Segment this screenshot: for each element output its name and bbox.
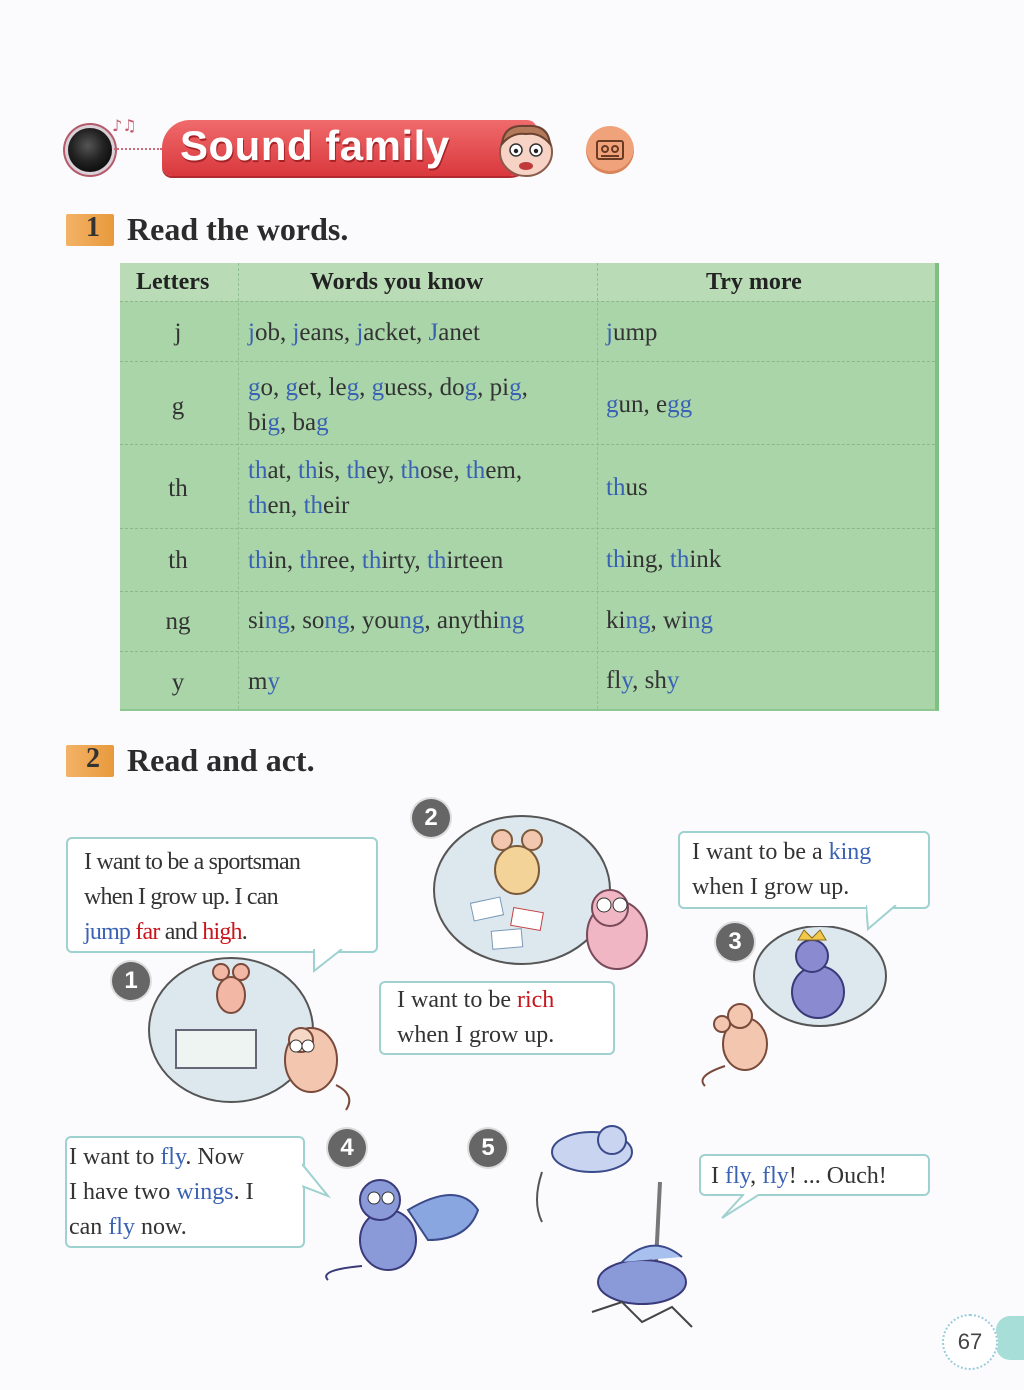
panel-1-number: 1 <box>112 962 150 1000</box>
music-note-icon: ♪♫ <box>112 116 137 135</box>
mouse-king-illustration <box>690 926 890 1090</box>
try-more-cell: thing, think <box>606 546 722 573</box>
bubble-1-line-2: when I grow up. I can <box>84 884 278 910</box>
speech-bubble-3 <box>678 831 930 909</box>
mouse-falling-illustration <box>512 1112 732 1340</box>
mouse-rich-illustration <box>432 810 672 980</box>
row-divider <box>120 591 935 592</box>
speech-bubble-4 <box>65 1136 305 1248</box>
letter-cell: ng <box>165 608 191 635</box>
bubble-2-line-2: when I grow up. <box>397 1022 555 1048</box>
panel-4-number: 4 <box>328 1129 366 1167</box>
try-more-cell: gun, egg <box>606 391 693 418</box>
table-header <box>120 263 935 301</box>
bubble-4-line-2: I have two wings. I <box>69 1179 254 1205</box>
sound-table <box>120 263 939 711</box>
words-known-cell: go, get, leg, guess, dog, pig, big, bag <box>248 374 528 436</box>
try-more-cell: king, wing <box>606 607 713 634</box>
header-letters: Letters <box>136 269 210 295</box>
header-try-more: Try more <box>706 269 802 295</box>
bubble-2-line-1: I want to be rich <box>397 987 555 1013</box>
panel-3-number: 3 <box>716 923 754 961</box>
try-more-cell: jump <box>606 319 658 346</box>
section-1-number: 1 <box>86 212 100 243</box>
page-title: Sound family <box>180 122 450 169</box>
bubble-4-line-3: can fly now. <box>69 1214 187 1240</box>
bubble-1-line-1: I want to be a sportsman <box>84 849 301 875</box>
words-known-cell: job, jeans, jacket, Janet <box>248 319 480 346</box>
mouse-wings-illustration <box>318 1170 486 1286</box>
speech-bubble-5: I fly, fly! ... Ouch! <box>699 1154 930 1196</box>
column-divider <box>597 263 598 709</box>
words-known-cell: my <box>248 668 280 695</box>
cassette-glyph-icon <box>586 126 634 174</box>
mouse-jumping-illustration <box>146 950 356 1115</box>
row-divider <box>120 301 935 302</box>
speaker-icon[interactable] <box>68 128 112 172</box>
bubble-4-line-1: I want to fly. Now <box>69 1144 245 1170</box>
dotted-line <box>114 148 162 150</box>
letter-cell: y <box>171 669 185 696</box>
section-1-title: Read the words. <box>127 211 349 247</box>
row-divider <box>120 651 935 652</box>
letter-cell: g <box>171 393 185 420</box>
cassette-icon[interactable] <box>586 126 634 174</box>
section-2-number: 2 <box>86 743 100 774</box>
bubble-3-line-2: when I grow up. <box>692 874 850 900</box>
row-divider <box>120 528 935 529</box>
row-divider <box>120 444 935 445</box>
panel-5-number: 5 <box>469 1129 507 1167</box>
try-more-cell: fly, shy <box>606 667 680 694</box>
words-known-cell: sing, song, young, anything <box>248 607 525 634</box>
bubble-1-line-3: jump far and high. <box>84 919 247 945</box>
header-words-you-know: Words you know <box>310 269 484 295</box>
try-more-cell: thus <box>606 474 648 501</box>
panel-2-number: 2 <box>412 799 450 837</box>
words-known-cell: that, this, they, those, them, then, their <box>248 457 523 519</box>
column-divider <box>238 263 239 709</box>
speech-bubble-1 <box>66 837 378 953</box>
words-known-cell: thin, three, thirty, thirteen <box>248 547 504 574</box>
boy-face-icon <box>490 118 562 180</box>
row-divider <box>120 361 935 362</box>
section-2-title: Read and act. <box>127 742 315 778</box>
page-corner-tab <box>996 1316 1024 1360</box>
bubble-5-tail <box>720 1194 760 1220</box>
letter-cell: j <box>174 319 182 346</box>
letter-cell: th <box>168 475 188 502</box>
bubble-3-line-1: I want to be a king <box>692 839 872 865</box>
speech-bubble-2 <box>379 981 615 1055</box>
page-number: 67 <box>942 1314 998 1370</box>
letter-cell: th <box>168 547 188 574</box>
